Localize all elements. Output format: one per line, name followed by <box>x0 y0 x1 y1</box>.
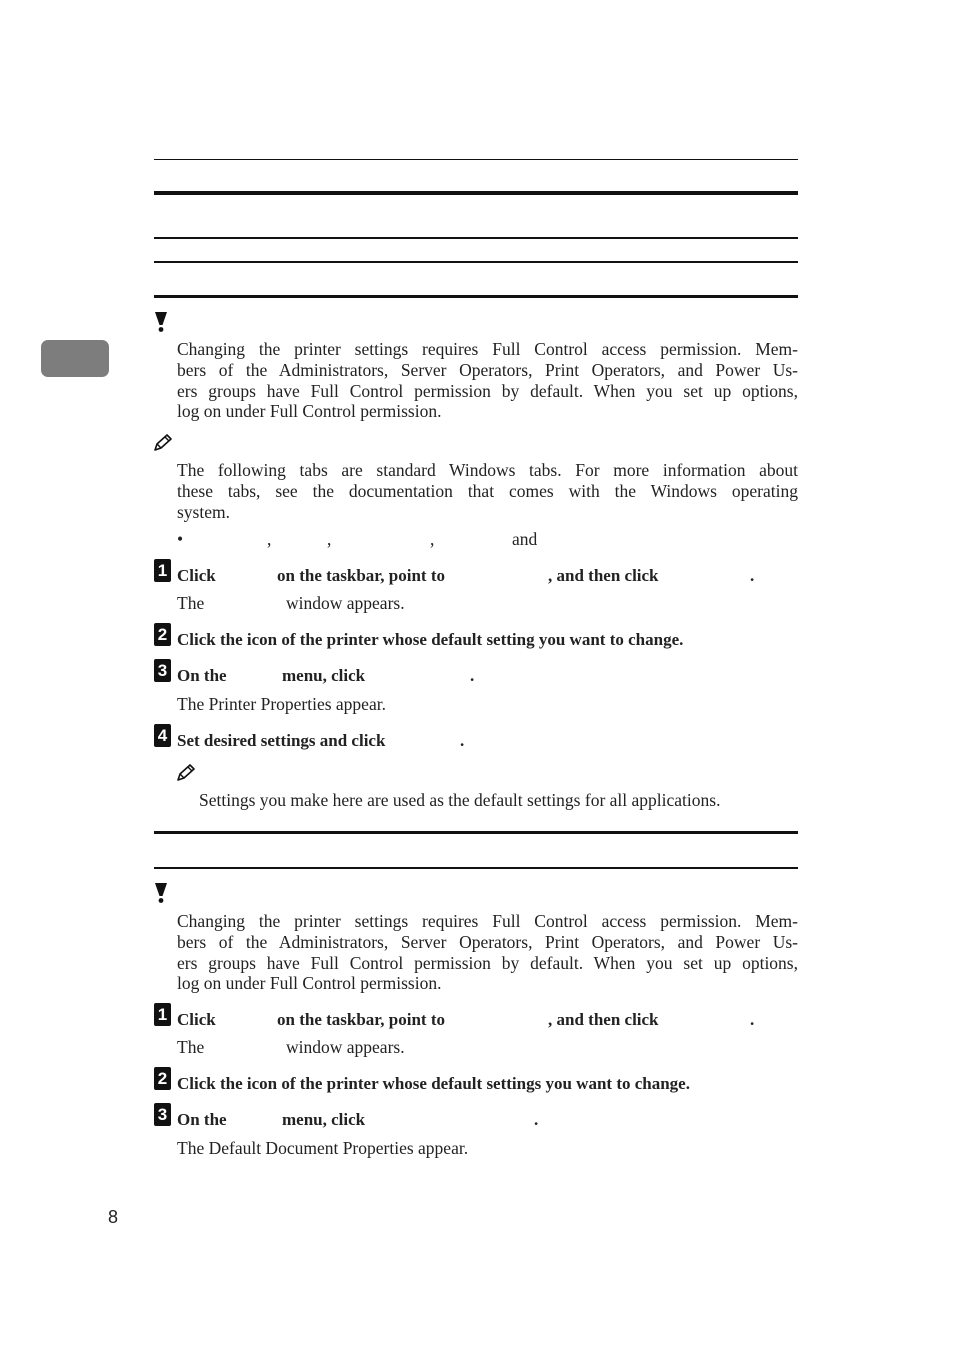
step-number: 2 <box>154 1067 171 1090</box>
step-result: The Default Document Properties appear. <box>177 1138 469 1158</box>
important-icon <box>153 311 169 333</box>
step-text: . <box>460 731 465 750</box>
step-number: 3 <box>154 659 171 682</box>
step-text: Click <box>177 1010 216 1029</box>
important-line: bers of the Administrators, Server Operators, Print Operators, and Power Us- <box>177 931 798 952</box>
step-text: , and then click <box>548 1010 659 1029</box>
step-text: menu, click <box>282 666 366 685</box>
important-text <box>177 339 798 422</box>
note-pencil-icon <box>176 764 196 782</box>
step-text: , and then click <box>548 566 659 585</box>
important-line: log on under Full Control permission. <box>177 973 442 994</box>
step-text: Click the icon of the printer whose default setting you want to change. <box>177 630 684 649</box>
subtitle-rule-bottom <box>154 261 798 263</box>
bullet-comma: , <box>430 529 435 549</box>
important-icon <box>153 882 169 904</box>
step-text: on the taskbar, point to <box>277 1010 445 1029</box>
step-number: 2 <box>154 623 171 646</box>
step-text: Set desired settings and click <box>177 731 386 750</box>
note-pencil-icon <box>153 434 173 452</box>
important-line: bers of the Administrators, Server Operators, Print Operators, and Power Us- <box>177 359 798 380</box>
bullet-and: and <box>512 529 538 549</box>
step-text: on the taskbar, point to <box>277 566 445 585</box>
page-number: 8 <box>108 1207 119 1227</box>
note-text <box>177 460 798 522</box>
step-result: The <box>177 593 205 613</box>
step-result: window appears. <box>286 1037 405 1057</box>
section-a-rule <box>154 295 798 298</box>
note-line: these tabs, see the documentation that comes with the Windows operating <box>177 480 798 501</box>
step-text: . <box>470 666 475 685</box>
chapter-tab <box>41 340 109 377</box>
note-line: The following tabs are standard Windows tabs. For more information about <box>177 460 798 480</box>
important-line: log on under Full Control permission. <box>177 401 442 422</box>
step-text: Click <box>177 566 216 585</box>
step-text: menu, click <box>282 1110 366 1129</box>
bullet-symbol: • <box>177 529 184 549</box>
section-b-rule-bottom <box>154 867 798 869</box>
important-line: Changing the printer settings requires Full Control access permission. Mem- <box>177 339 798 359</box>
step-number: 1 <box>154 559 171 582</box>
step-text: On the <box>177 666 227 685</box>
section-b-rule-top <box>154 831 798 834</box>
step-result: window appears. <box>286 593 405 613</box>
step-number: 3 <box>154 1103 171 1126</box>
step-note: Settings you make here are used as the default settings for all applications. <box>199 790 721 810</box>
header-rule-thin <box>154 159 798 160</box>
subtitle-rule-top <box>154 237 798 239</box>
important-line: ers groups have Full Control permission by default. When you set up options, <box>177 952 798 973</box>
step-text: . <box>750 566 755 585</box>
step-text: . <box>534 1110 539 1129</box>
bullet-comma: , <box>267 529 272 549</box>
step-result: The <box>177 1037 205 1057</box>
title-rule-thick <box>154 191 798 195</box>
important-line: Changing the printer settings requires Full Control access permission. Mem- <box>177 911 798 931</box>
note-line: system. <box>177 501 230 522</box>
step-result: The Printer Properties appear. <box>177 694 386 714</box>
important-line: ers groups have Full Control permission by default. When you set up options, <box>177 380 798 401</box>
step-text: . <box>750 1010 755 1029</box>
important-text <box>177 911 798 994</box>
step-text: On the <box>177 1110 227 1129</box>
step-number: 1 <box>154 1003 171 1026</box>
step-number: 4 <box>154 724 171 747</box>
step-text: Click the icon of the printer whose default settings you want to change. <box>177 1074 690 1093</box>
bullet-comma: , <box>327 529 332 549</box>
